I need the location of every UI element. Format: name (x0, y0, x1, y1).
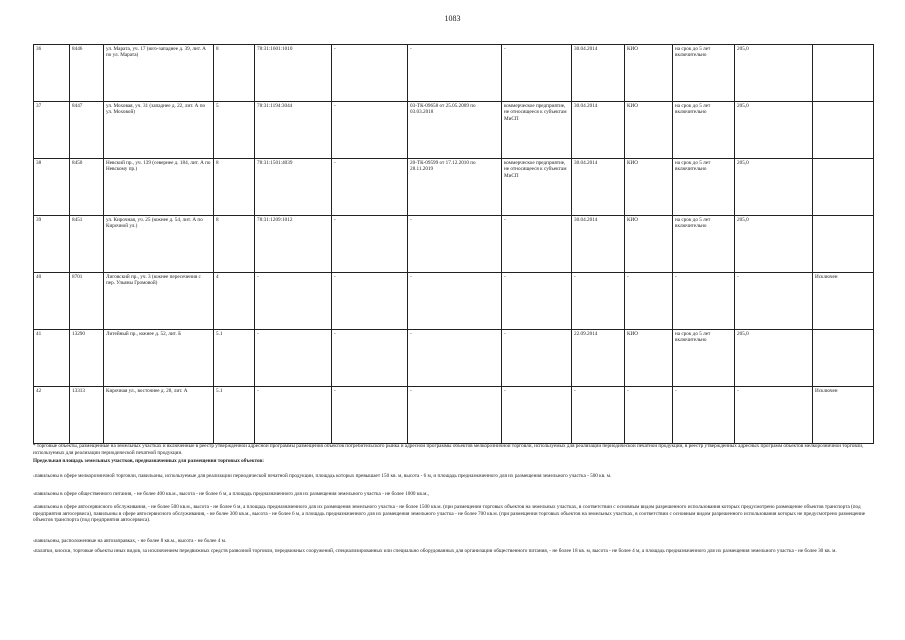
cell-object-number: 8451 (70, 216, 104, 273)
cell-note (813, 102, 874, 159)
cell-address: ул. Марата, уч. 17 (юго-западнее д. 39, лит. А по ул. Марата) (104, 45, 214, 102)
note-general: * торговые объекты, размещенные на земельных участках и включенные в реестр утвержденной адресной программы размещения объектов потребительского рынка и адресной программы объектов мелкорозничной торговли, используемых для реализации периодической печатной продукции, в реестр утвержденных адресных программ объектов мелкорозничной торговли, используемых для реализации периодической печатной продукции. (33, 443, 864, 456)
cell-col6: - (332, 387, 408, 444)
cell-row-number: 38 (34, 159, 70, 216)
cell-col6: - (332, 330, 408, 387)
cell-date: 30.04.2014 (572, 45, 625, 102)
table-row (34, 273, 874, 330)
cell-cadastral: - (255, 387, 332, 444)
cell-col6: - (332, 45, 408, 102)
note-3 (33, 504, 873, 524)
cell-term: на срок до 5 лет включительно (673, 159, 735, 216)
cell-organ: - (625, 273, 673, 330)
note-1-mark: 1 (33, 473, 35, 478)
cell-organ: - (625, 387, 673, 444)
table-row (34, 387, 874, 444)
note-5 (33, 548, 873, 555)
cell-col6: - (332, 273, 408, 330)
registry-table (33, 44, 874, 444)
cell-address: ул. Кирочная, уч. 25 (южнее д. 54, лит. А по Кирочной ул.) (104, 216, 214, 273)
table-row (34, 45, 874, 102)
cell-tenant: - (502, 216, 572, 273)
cell-tenant: - (502, 273, 572, 330)
cell-address: Невский пр., уч. 139 (севернее д. 184, лит. А по Невскому пр.) (104, 159, 214, 216)
cell-note: Исключен (813, 273, 874, 330)
cell-date: - (572, 387, 625, 444)
cell-row-number: 42 (34, 387, 70, 444)
cell-note: Исключен (813, 387, 874, 444)
cell-type: 8 (214, 216, 255, 273)
note-2-text: павильоны в сфере общественного питания, - не более 400 кв.м., высота - не более 6 м, а площадь предназначенного для их размещения земельного участка - не более 1000 кв.м., (34, 491, 429, 498)
cell-object-number: 13290 (70, 330, 104, 387)
cell-type: 4 (214, 273, 255, 330)
cell-date: 30.04.2014 (572, 159, 625, 216)
cell-area: 205,0 (735, 102, 813, 159)
cell-term: - (673, 273, 735, 330)
cell-type: 8 (214, 159, 255, 216)
cell-type: 5 (214, 102, 255, 159)
cell-row-number: 36 (34, 45, 70, 102)
cell-organ: КИО (625, 159, 673, 216)
cell-contract: - (408, 45, 502, 102)
cell-object-number: 8701 (70, 273, 104, 330)
cell-term: на срок до 5 лет включительно (673, 102, 735, 159)
table-body (34, 45, 874, 444)
table-row (34, 330, 874, 387)
footnotes (33, 443, 873, 555)
page-number: 1083 (444, 14, 461, 23)
note-5-text: палатки, киоски, торговые объекты иных видов, за исключением передвижных средств развозной торговли, передвижных сооружений, специализированных или специально оборудованных для организации общественного питания, - не более 18 кв. м, высота - не более 4 м, а площадь предназначенного для их размещения земельного участка - не более 30 кв. м. (34, 548, 837, 555)
cell-organ: КИО (625, 330, 673, 387)
cell-tenant: коммерческое предприятие, не относящееся к субъектам МиСП (502, 102, 572, 159)
cell-object-number: 13313 (70, 387, 104, 444)
cell-tenant: - (502, 45, 572, 102)
note-2-mark: 3 (33, 492, 35, 497)
table-row (34, 216, 874, 273)
cell-row-number: 37 (34, 102, 70, 159)
cell-cadastral: 78:31:1601:1010 (255, 45, 332, 102)
cell-tenant: - (502, 387, 572, 444)
table-row (34, 159, 874, 216)
cell-address: Литейный пр., южнее д. 52, лит. Б (104, 330, 214, 387)
cell-address: Кирочная ул., восточнее д. 28, лит. А (104, 387, 214, 444)
cell-contract: - (408, 216, 502, 273)
cell-date: 30.04.2014 (572, 216, 625, 273)
note-5-mark: 5 (33, 549, 35, 554)
note-1-text: павильоны в сфере мелкорозничной торговли, павильоны, используемые для реализации периодической печатной продукции, площадь которых превышает 150 кв. м, высота - 6 м, и площадь предназначенного для их размещения земельного участка - 500 кв. м. (34, 472, 612, 479)
cell-cadastral: - (255, 330, 332, 387)
cell-date: 22.09.2014 (572, 330, 625, 387)
cell-date: - (572, 273, 625, 330)
cell-col6: - (332, 159, 408, 216)
cell-row-number: 40 (34, 273, 70, 330)
cell-col6: - (332, 216, 408, 273)
note-4-mark: 5 (33, 538, 35, 543)
cell-cadastral: 78:31:1209:1012 (255, 216, 332, 273)
cell-area: 205,0 (735, 330, 813, 387)
cell-contract: 03-ТК-09658 от 25.05.2009 по 03.03.2018 (408, 102, 502, 159)
note-1 (33, 473, 873, 480)
cell-term: на срок до 5 лет включительно (673, 216, 735, 273)
cell-date: 30.04.2014 (572, 102, 625, 159)
cell-note (813, 45, 874, 102)
cell-cadastral: - (255, 273, 332, 330)
cell-cadastral: 78:31:1501:4039 (255, 159, 332, 216)
table-row (34, 102, 874, 159)
cell-note (813, 330, 874, 387)
cell-address: ул. Моховая, уч. 31 (западнее д. 22, лит. А по ул. Моховой) (104, 102, 214, 159)
cell-contract: 20-ТК-09599 от 17.12.2010 по 28.11.2019 (408, 159, 502, 216)
cell-object-number: 8446 (70, 45, 104, 102)
note-4-text: павильоны, расположенные на автозаправках, - не более 8 кв.м., высота - не более 4 м. (34, 537, 227, 544)
cell-organ: КИО (625, 45, 673, 102)
cell-type: 8 (214, 45, 255, 102)
cell-type: 5.1 (214, 330, 255, 387)
cell-note (813, 216, 874, 273)
cell-term: - (673, 387, 735, 444)
cell-term: на срок до 5 лет включительно (673, 330, 735, 387)
cell-row-number: 41 (34, 330, 70, 387)
cell-cadastral: 78:31:1194:3044 (255, 102, 332, 159)
cell-organ: КИО (625, 102, 673, 159)
cell-organ: КИО (625, 216, 673, 273)
cell-area: 205,0 (735, 45, 813, 102)
note-4 (33, 538, 873, 545)
cell-note (813, 159, 874, 216)
cell-area: - (735, 273, 813, 330)
note-3-text: павильоны в сфере автосервисного обслуживания, - не более 500 кв.м., высота - не более 6 м, а площадь предназначенного для их размещения земельного участка - не более 1500 кв.м. (при размещении торговых объектов на земельных участках, в соответствии с основным видом разрешенного использования которых предусмотрено размещение объектов транспорта (под предприятия автосервиса), павильоны в сфере автосервисного обслуживания, - не более 300 кв.м., высота - не более 6 м, а площадь предназначенного для их размещения земельного участка - не более 700 кв.м. (при размещении торговых объектов на земельных участках, в соответствии с основным видом разрешенного использования которых не предусмотрено размещение объектов транспорта (под предприятия автосервиса). (33, 503, 866, 524)
cell-area: 205,0 (735, 159, 813, 216)
cell-area: - (735, 387, 813, 444)
cell-col6: - (332, 102, 408, 159)
notes-heading: Предельная площадь земельных участков, предназначенных для размещения торговых объектов: (33, 458, 264, 465)
cell-term: на срок до 5 лет включительно (673, 45, 735, 102)
cell-type: 5.1 (214, 387, 255, 444)
cell-object-number: 8450 (70, 159, 104, 216)
note-2 (33, 491, 873, 498)
cell-tenant: коммерческое предприятие, не относящееся к субъектам МиСП (502, 159, 572, 216)
cell-row-number: 39 (34, 216, 70, 273)
cell-area: 205,0 (735, 216, 813, 273)
cell-tenant: - (502, 330, 572, 387)
cell-contract: - (408, 387, 502, 444)
cell-contract: - (408, 273, 502, 330)
note-3-mark: 4 (33, 504, 35, 509)
cell-address: Лиговский пр., уч. 3 (южнее пересечения с пер. Ульяны Громовой) (104, 273, 214, 330)
cell-contract: - (408, 330, 502, 387)
cell-object-number: 8447 (70, 102, 104, 159)
